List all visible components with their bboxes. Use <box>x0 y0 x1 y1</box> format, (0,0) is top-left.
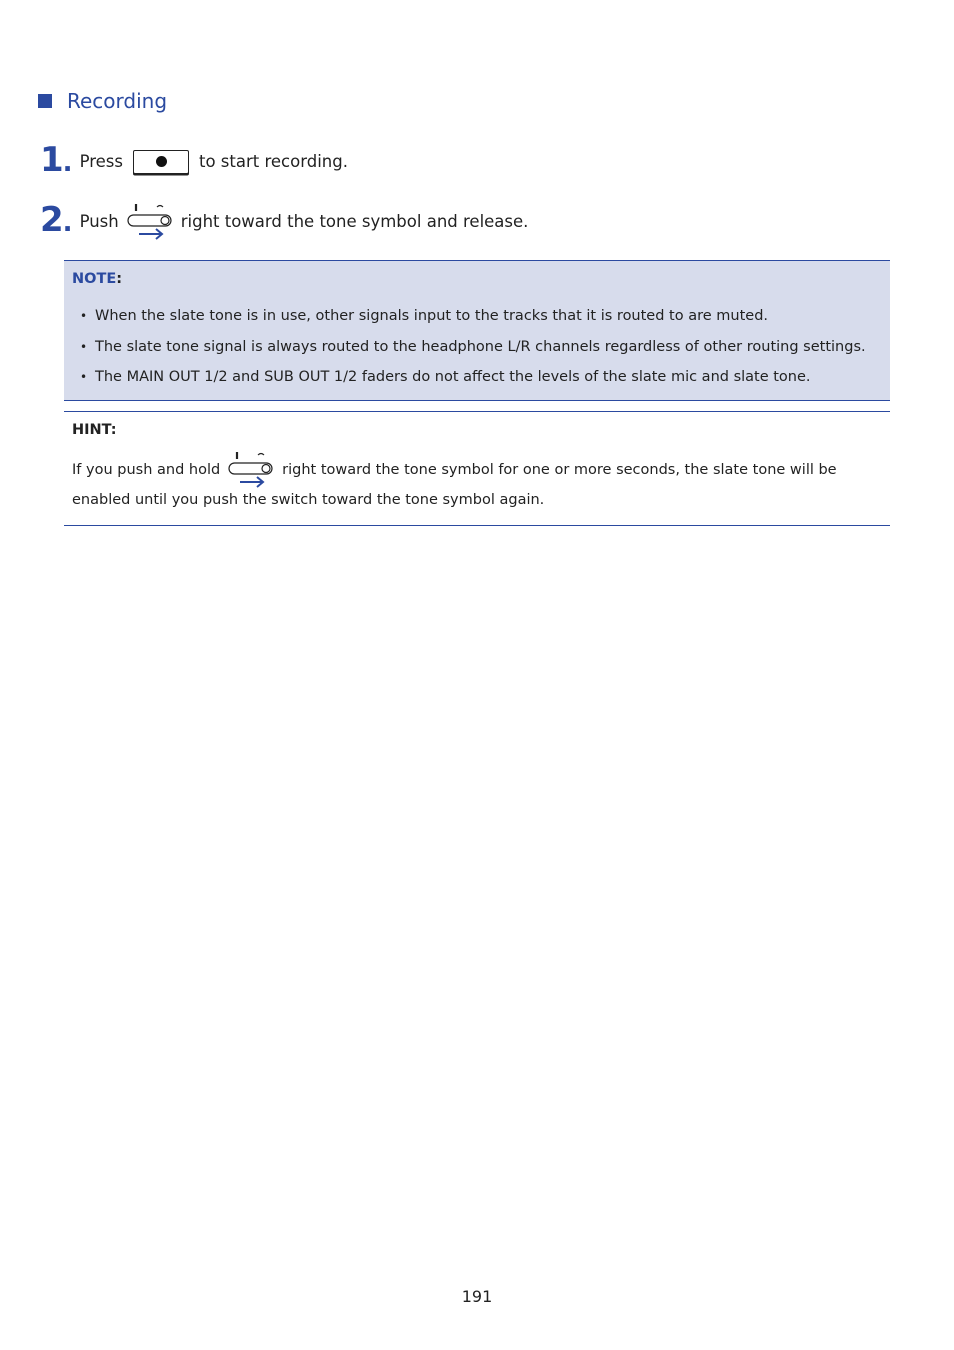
note-item: • When the slate tone is in use, other signals input to the tracks that it is routed to are muted. <box>80 308 769 324</box>
step-number: 2. <box>40 200 72 240</box>
hint-box <box>64 411 890 526</box>
note-title: NOTE: <box>72 271 123 287</box>
note-item: • The slate tone signal is always routed to the headphone L/R channels regardless of other routing settings. <box>80 338 866 355</box>
step-text-before: Press <box>79 152 123 171</box>
section-title: Recording <box>67 89 168 113</box>
step-number: 1. <box>40 140 72 180</box>
step-1 <box>40 140 348 183</box>
record-button-icon <box>133 150 189 174</box>
note-list <box>80 301 866 393</box>
page-number: 191 <box>461 1287 493 1306</box>
step-2 <box>40 200 528 243</box>
note-item: • The MAIN OUT 1/2 and SUB OUT 1/2 faders do not affect the levels of the slate mic and slate tone. <box>80 369 811 385</box>
section-square-icon <box>38 94 52 108</box>
note-box <box>64 260 890 401</box>
hint-line-1: If you push and hold right toward the tone symbol for one or more seconds, the slate tone will be <box>72 450 837 490</box>
hint-title: HINT: <box>72 422 117 438</box>
step-text-after: to start recording. <box>199 152 348 171</box>
step-text-before: Push <box>79 212 119 231</box>
step-text-after: right toward the tone symbol and release. <box>180 212 529 231</box>
section-heading <box>38 88 167 114</box>
hint-line-2: enabled until you push the switch toward the tone symbol again. <box>72 492 545 508</box>
slate-switch-icon <box>228 450 274 490</box>
slate-switch-icon <box>127 202 173 242</box>
